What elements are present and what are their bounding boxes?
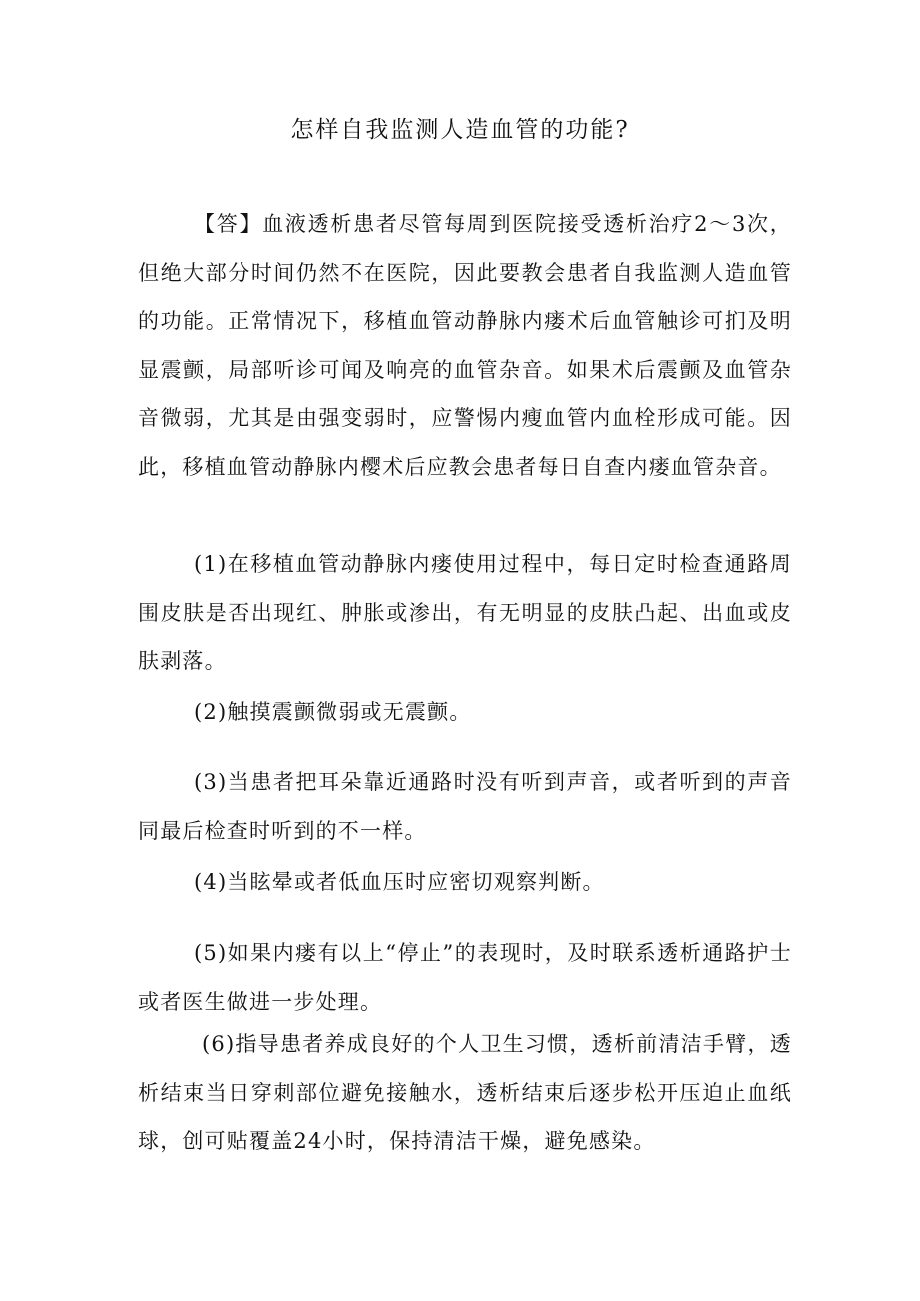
list-item-4: (4)当眩晕或者低血压时应密切观察判断。 <box>194 870 605 894</box>
answer-paragraph: 【答】血液透析患者尽管每周到医院接受透析治疗2～3次，但绝大部分时间仍然不在医院，因此要教会患者自我监测人造血管的功能。正常情况下，移植血管动静脉内瘘术后血管触诊可扪及明显震颤，局部听诊可闻及响亮的血管杂音。如果术后震颤及血管杂音微弱，尤其是由强变弱时，应警惕内瘦血管内血栓形成可能。因此，移植血管动静脉内樱术后应教会患者每日自查内瘘血管杂音。 <box>138 212 792 479</box>
list-item-5: (5)如果内瘘有以上“停止”的表现时，及时联系透析通路护士或者医生做进一步处理。 <box>138 941 792 1014</box>
list-item-2: (2)触摸震颤微弱或无震颤。 <box>194 700 472 724</box>
list-item-3: (3)当患者把耳朵靠近通路时没有听到声音，或者听到的声音同最后检查时听到的不一样。 <box>138 770 792 843</box>
page-title: 怎样自我监测人造血管的功能? <box>290 117 630 143</box>
list-item-6: (6)指导患者养成良好的个人卫生习惯，透析前清洁手臂，透析结束当日穿刺部位避免接触水，透析结束后逐步松开压迫止血纸球，创可贴覆盖24小时，保持清洁干燥，避免感染。 <box>138 1032 792 1153</box>
list-item-1: (1)在移植血管动静脉内瘘使用过程中，每日定时检查通路周围皮肤是否出现红、肿胀或渗出，有无明显的皮肤凸起、出血或皮肤剥落。 <box>138 552 792 673</box>
